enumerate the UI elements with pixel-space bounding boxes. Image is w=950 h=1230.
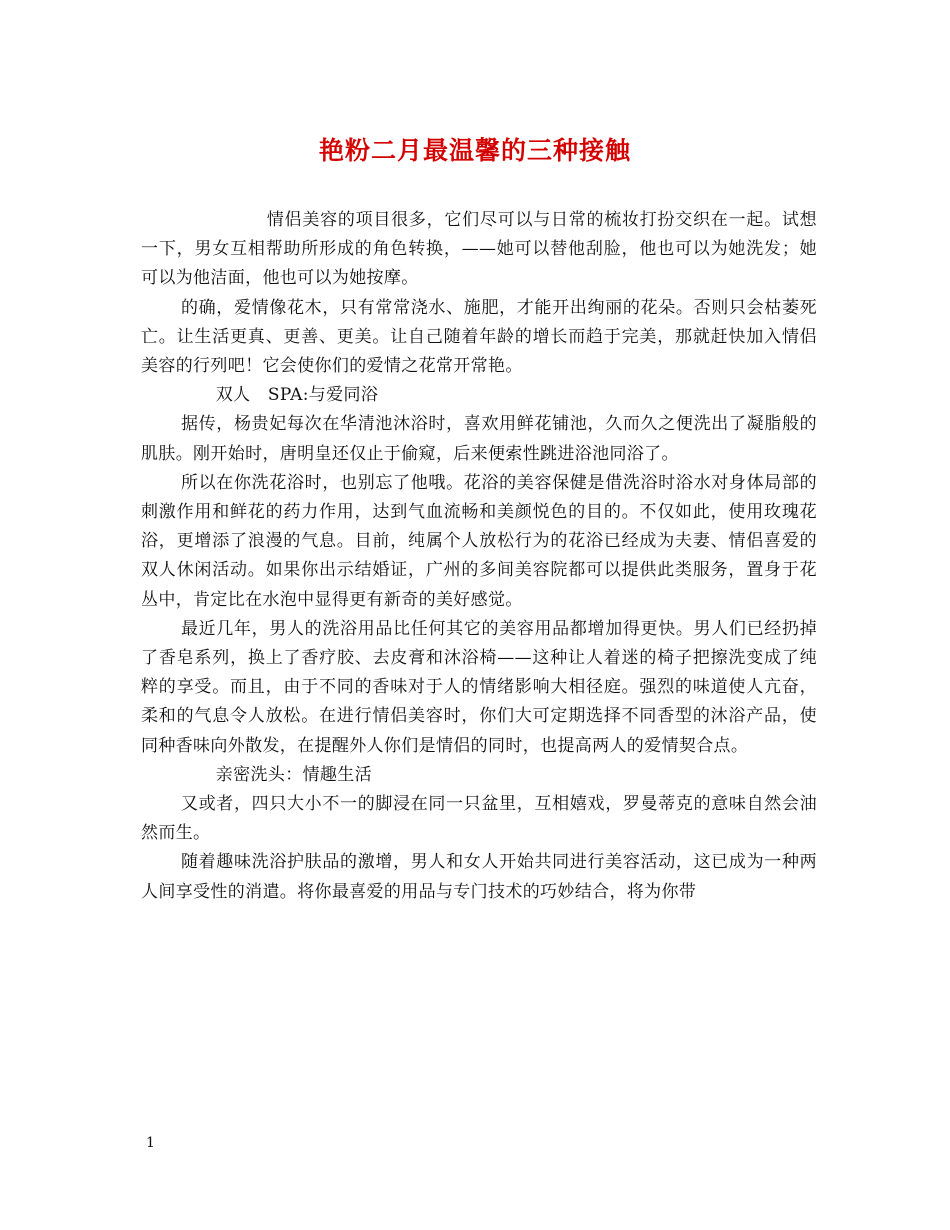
- paragraph-flower-bath: 所以在你洗花浴时，也别忘了他哦。花浴的美容保健是借洗浴时浴水对身体局部的刺激作用和鲜花的药力作用，达到气血流畅和美颜悦色的目的。不仅如此，使用玫瑰花浴，更增添了浪漫的气息。目前，纯属个人放松行为的花浴已经成为夫妻、情侣喜爱的双人休闲活动。如果你出示结婚证，广州的多间美容院都可以提供此类服务，置身于花丛中，肯定比在水泡中显得更有新奇的美好感觉。: [141, 472, 817, 610]
- document-body: [141, 206, 817, 907]
- paragraph-shared-beauty: 随着趣味洗浴护肤品的激增，男人和女人开始共同进行美容活动，这已成为一种两人间享受性的消遣。将你最喜爱的用品与专门技术的巧妙结合，将为你带: [141, 852, 817, 902]
- paragraph-love-like-flowers: 的确，爱情像花木，只有常常浇水、施肥，才能开出绚丽的花朵。否则只会枯萎死亡。让生活更真、更善、更美。让自己随着年龄的增长而趋于完美，那就赶快加入情侣美容的行列吧！它会使你们的爱情之花常开常艳。: [141, 297, 817, 377]
- paragraph-mens-bath-products: 最近几年，男人的洗浴用品比任何其它的美容用品都增加得更快。男人们已经扔掉了香皂系列，换上了香疗胶、去皮膏和沐浴椅——这种让人着迷的椅子把擦洗变成了纯粹的享受。而且，由于不同的香味对于人的情绪影响大相径庭。强烈的味道使人亢奋，柔和的气息令人放松。在进行情侣美容时，你们大可定期选择不同香型的沐浴产品，使同种香味向外散发，在提醒外人你们是情侣的同时，也提高两人的爱情契合点。: [141, 618, 817, 756]
- section-heading-hair-wash: 亲密洗头：情趣生活: [215, 764, 372, 785]
- paragraph-foot-bath: 又或者，四只大小不一的脚浸在同一只盆里，互相嬉戏，罗曼蒂克的意味自然会油然而生。: [141, 794, 817, 844]
- page-number: 1: [146, 1135, 155, 1151]
- paragraph-yang-guifei: 据传，杨贵妃每次在华清池沐浴时，喜欢用鲜花铺池，久而久之便洗出了凝脂般的肌肤。刚开始时，唐明皇还仅止于偷窥，后来便索性跳进浴池同浴了。: [141, 414, 817, 464]
- document-title: 艳粉二月最温馨的三种接触: [318, 136, 631, 165]
- paragraph-intro: 情侣美容的项目很多，它们尽可以与日常的梳妆打扮交织在一起。试想一下，男女互相帮助所形成的角色转换，——她可以替他刮脸，他也可以为她洗发；她可以为他洁面，他也可以为她按摩。: [141, 210, 817, 289]
- section-heading-spa: 双人 SPA:与爱同浴: [215, 385, 379, 406]
